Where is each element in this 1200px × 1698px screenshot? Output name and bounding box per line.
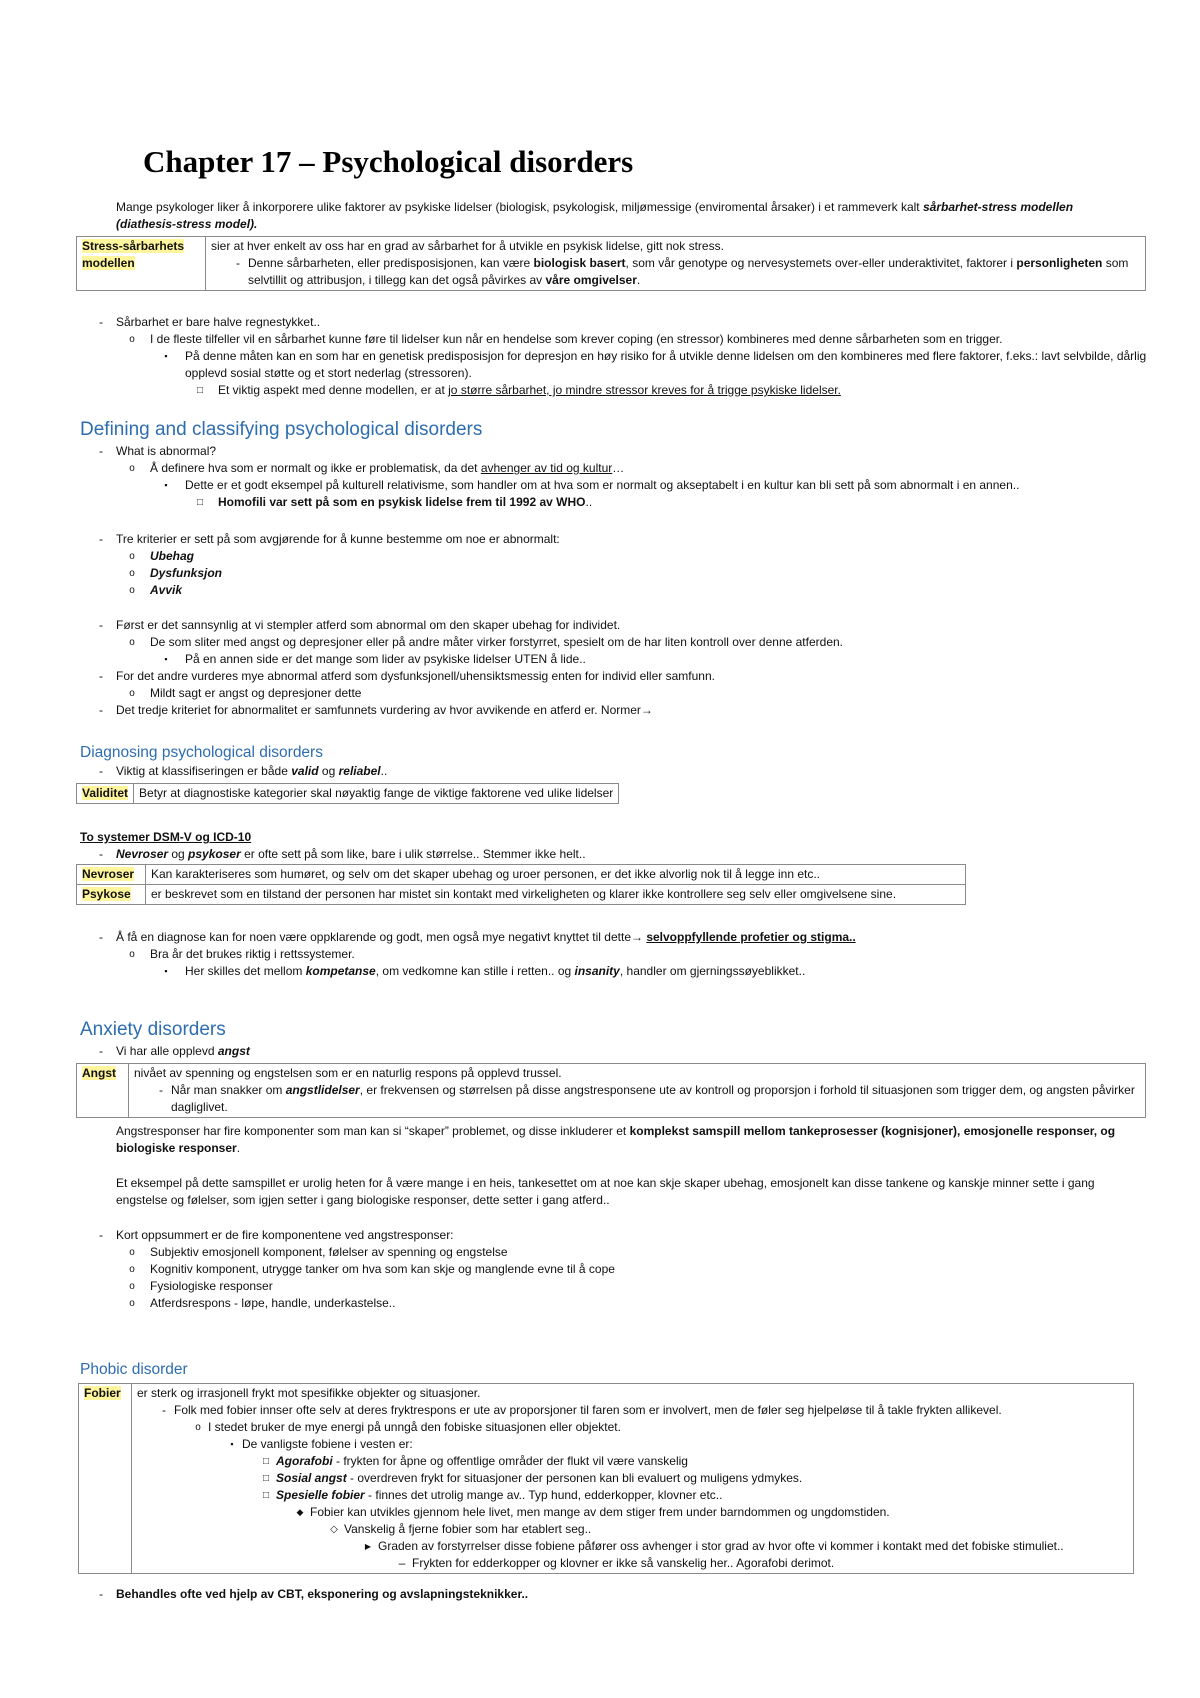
table-definition: er sterk og irrasjonell frykt mot spesifikke objekter og situasjoner. - Folk med fobier innser ofte selv at deres fryktrespons er ute av proporsjoner til faren som er involvert, men de føler seg hjelpeløse til å takle frykten allikevel. o I stedet bruker de mye energi på unngå den fobiske situasjonen eller objektet. ▪ De vanligste fobiene i vesten er: □ Agorafobi - frykten for åpne og offentlige områder der flukt vil være vanskelig □ Sosial angst - overdreven frykt for situasjoner der personen kan bli evaluert og muligens ydmykes. □ Spesielle fobier - finnes det utrolig mange av.. Typ hund, edderkopper, klovner etc.. ◆ Fobier kan utvikles gjennom hele livet, men mange av dem stiger frem under barndommen og ungdomstiden. ◇ Vanskelig å fjerne fobier som har etablert seg.. ▶ Graden av forstyrrelser disse fobiene påfører oss avhenger i stor grad av hvor ofte vi kommer i kontakt med det fobiske stimuliet.. – Frykten for edderkopper og klovner er ikke så vanskelig her.. Agorafobi derimot. [132,1384,1134,1574]
table-definition: sier at hver enkelt av oss har en grad av sårbarhet for å utvikle en psykisk lidelse, gitt nok stress. - Denne sårbarheten, eller predisposisjonen, kan være biologisk basert, som vår genotype og nervesystemets over-eller underaktivitet, faktorer i personligheten som selvtillit og attribusjon, i tillegg kan det også påvirkes av våre omgivelser. [206,237,1146,291]
diagnosis-consequence-block [0,929,1200,980]
section-heading-defining: Defining and classifying psychological disorders [80,419,483,440]
list-item: o I de fleste tilfeller vil en sårbarhet kunne føre til lidelser kun når en hendelse som krever coping (en stressor) kombineres med denne sårbarheten som en trigger. [129,332,1003,346]
list-item: □ Homofili var sett på som en psykisk lidelse frem til 1992 av WHO.. [196,495,593,509]
phobia-type-item: □ Sosial angst - overdreven frykt for situasjoner der personen kan bli evaluert og muligens ydmykes. [262,1471,803,1485]
diagnosing-block [0,763,1200,780]
systems-block [0,829,1200,863]
page-title: Chapter 17 – Psychological disorders [143,144,634,179]
table-sub-item: - Denne sårbarheten, eller predisposisjonen, kan være biologisk basert, som vår genotype og nervesystemets over-eller underaktivitet, faktorer i personligheten som selvtillit og attribusjon, i tillegg kan det også påvirkes av våre omgivelser. [236,256,1129,287]
list-item: ▪ På en annen side er det mange som lider av psykiske lidelser UTEN å lide.. [164,652,586,666]
anxiety-table [76,1063,1146,1118]
table-definition: Kan karakteriseres som humøret, og selv om det skaper ubehag og uroer personen, er det ikke alvorlig nok til å legge inn etc.. [146,865,966,885]
criterion-avvik: o Avvik [129,583,183,597]
validity-table [76,783,619,804]
anxiety-intro [0,1043,1200,1060]
list-item: - Kort oppsummert er de fire komponentene ved angstresponser: [99,1228,454,1242]
list-item: - Viktig at klassifiseringen er både valid og reliabel.. [99,764,388,778]
neurosis-psychosis-table [76,864,966,905]
list-item: - What is abnormal? [99,444,217,458]
table-sub-item: ◇ Vanskelig å fjerne fobier som har etablert seg.. [330,1522,592,1536]
criteria-detail-block [0,617,1200,719]
anxiety-components-block [0,1123,1200,1157]
list-item: - Nevroser og psykoser er ofte sett på som like, bare i ulik størrelse.. Stemmer ikke helt.. [99,847,586,861]
component-item: o Fysiologiske responser [129,1279,273,1293]
table-sub-item: ▶ Graden av forstyrrelser disse fobiene påfører oss avhenger i stor grad av hvor ofte vi kommer i kontakt med det fobiske stimuliet.. [364,1539,1064,1553]
systems-heading: To systemer DSM-V og ICD-10 [80,830,252,844]
table-term: Validitet [77,784,134,804]
list-item: Et eksempel på dette samspillet er urolig heten for å være mange i en heis, tankesettet om at noe kan skje skaper ubehag, emosjonelt kan disse tankene og kanskje minner sette i gang engstelse og følelser, som igjen setter i gang biologiske responser, dette setter i gang atferd.. [116,1176,1095,1207]
table-sub-item: – Frykten for edderkopper og klovner er ikke så vanskelig her.. Agorafobi derimot. [398,1556,835,1570]
table-sub-item: - Når man snakker om angstlidelser, er frekvensen og størrelsen på disse angstresponsene ute av kontroll og proporsjon i forhold til situasjonen som trigger dem, og angsten påvirker dagliglivet. [159,1083,1135,1114]
criterion-ubehag: o Ubehag [129,549,195,563]
table-term: Fobier [79,1384,132,1574]
component-item: o Atferdsrespons - løpe, handle, underkastelse.. [129,1296,396,1310]
intro-block [0,199,1200,233]
table-term: Nevroser [77,865,146,885]
list-item: - For det andre vurderes mye abnormal atferd som dysfunksjonell/uhensiktsmessig enten for individ eller samfunn. [99,669,715,683]
component-item: o Subjektiv emosjonell komponent, følelser av spenning og engstelse [129,1245,508,1259]
table-term: Angst [77,1064,129,1118]
list-item: - Vi har alle opplevd angst [99,1044,250,1058]
list-item: - Sårbarhet er bare halve regnestykket.. [99,315,321,329]
intro-line: Mange psykologer liker å inkorporere ulike faktorer av psykiske lidelser (biologisk, psykologisk, miljømessige (enviromental årsaker) i et rammeverk kalt sårbarhet-stress modellen (diathesis-stress model). [116,200,1074,231]
list-item: - Det tredje kriteriet for abnormalitet er samfunnets vurdering av hvor avvikende en atferd er. Normer→ [99,703,653,717]
criteria-block [0,531,1200,599]
criterion-dysfunksjon: o Dysfunksjon [129,566,223,580]
table-sub-item: ▪ De vanligste fobiene i vesten er: [230,1437,413,1451]
phobia-table [78,1383,1134,1574]
list-item: o De som sliter med angst og depresjoner eller på andre måter virker forstyrret, spesielt om de har liten kontroll over denne atferden. [129,635,843,649]
table-definition: Betyr at diagnostiske kategorier skal nøyaktig fange de viktige faktorene ved ulike lidelser [134,784,619,804]
phobia-type-item: □ Agorafobi - frykten for åpne og offentlige områder der flukt vil være vanskelig [262,1454,688,1468]
section-heading-phobic: Phobic disorder [80,1361,188,1378]
list-item: Angstresponser har fire komponenter som man kan si “skaper” problemet, og disse inkluderer et komplekst samspill mellom tankeprosesser (kognisjoner), emosjonelle responser, og biologiske responser. [116,1124,1116,1155]
list-item: ▪ Her skilles det mellom kompetanse, om vedkomne kan stille i retten.. og insanity, handler om gjerningssøyeblikket.. [164,964,806,978]
list-item: □ Et viktig aspekt med denne modellen, er at jo større sårbarhet, jo mindre stressor kreves for å trigge psykiske lidelser. [196,383,841,397]
anxiety-example-block [0,1175,1200,1209]
list-item: - Tre kriterier er sett på som avgjørende for å kunne bestemme om noe er abnormalt: [99,532,560,546]
table-definition: nivået av spenning og engstelsen som er en naturlig respons på opplevd trussel. - Når man snakker om angstlidelser, er frekvensen og størrelsen på disse angstresponsene ute av kontroll og proporsjon i forhold til situasjonen som trigger dem, og angsten påvirker dagliglivet. [129,1064,1146,1118]
list-item: o Mildt sagt er angst og depresjoner dette [129,686,362,700]
defining-block [0,443,1200,511]
table-sub-item: o I stedet bruker de mye energi på unngå den fobiske situasjonen eller objektet. [195,1420,621,1434]
table-sub-item: - Folk med fobier innser ofte selv at deres fryktrespons er ute av proporsjoner til faren som er involvert, men de føler seg hjelpeløse til å takle frykten allikevel. [162,1403,1002,1417]
vulnerability-block [0,314,1200,399]
anxiety-summary-block [0,1227,1200,1312]
list-item: - Behandles ofte ved hjelp av CBT, eksponering og avslapningsteknikker.. [99,1587,529,1601]
table-sub-item: ◆ Fobier kan utvikles gjennom hele livet, men mange av dem stiger frem under barndommen og ungdomstiden. [296,1505,890,1519]
table-term: Psykose [77,885,146,905]
section-heading-diagnosing: Diagnosing psychological disorders [80,744,323,761]
section-heading-anxiety: Anxiety disorders [80,1019,226,1040]
stress-model-table [76,236,1146,291]
list-item: - Først er det sannsynlig at vi stempler atferd som abnormal om den skaper ubehag for individet. [99,618,621,632]
component-item: o Kognitiv komponent, utrygge tanker om hva som kan skje og manglende evne til å cope [129,1262,615,1276]
list-item: ▪ Dette er et godt eksempel på kulturell relativisme, som handler om at hva som er normalt og akseptabelt i en kultur kan bli sett på som abnormalt i en annen.. [164,478,1020,492]
table-definition: er beskrevet som en tilstand der personen har mistet sin kontakt med virkeligheten og klarer ikke kontrollere seg selv eller omgivelsene sine. [146,885,966,905]
list-item: o Å definere hva som er normalt og ikke er problematisk, da det avhenger av tid og kultur… [129,461,625,475]
table-term: Stress-sårbarhets modellen [77,237,206,291]
list-item: - Å få en diagnose kan for noen være oppklarende og godt, men også mye negativt knyttet til dette→ selvoppfyllende profetier og stigma.. [99,930,856,944]
phobia-type-item: □ Spesielle fobier - finnes det utrolig mange av.. Typ hund, edderkopper, klovner etc.. [262,1488,723,1502]
list-item: ▪ På denne måten kan en som har en genetisk predisposisjon for depresjon en høy risiko for å utvikle denne lidelsen om den kombineres med flere faktorer, f.eks.: lavt selvbilde, dårlig opplevd sosial støtte og et stort nederlag (stressoren). [164,349,1147,380]
treatment-block [0,1586,1200,1603]
list-item: o Bra år det brukes riktig i rettssystemer. [129,947,355,961]
